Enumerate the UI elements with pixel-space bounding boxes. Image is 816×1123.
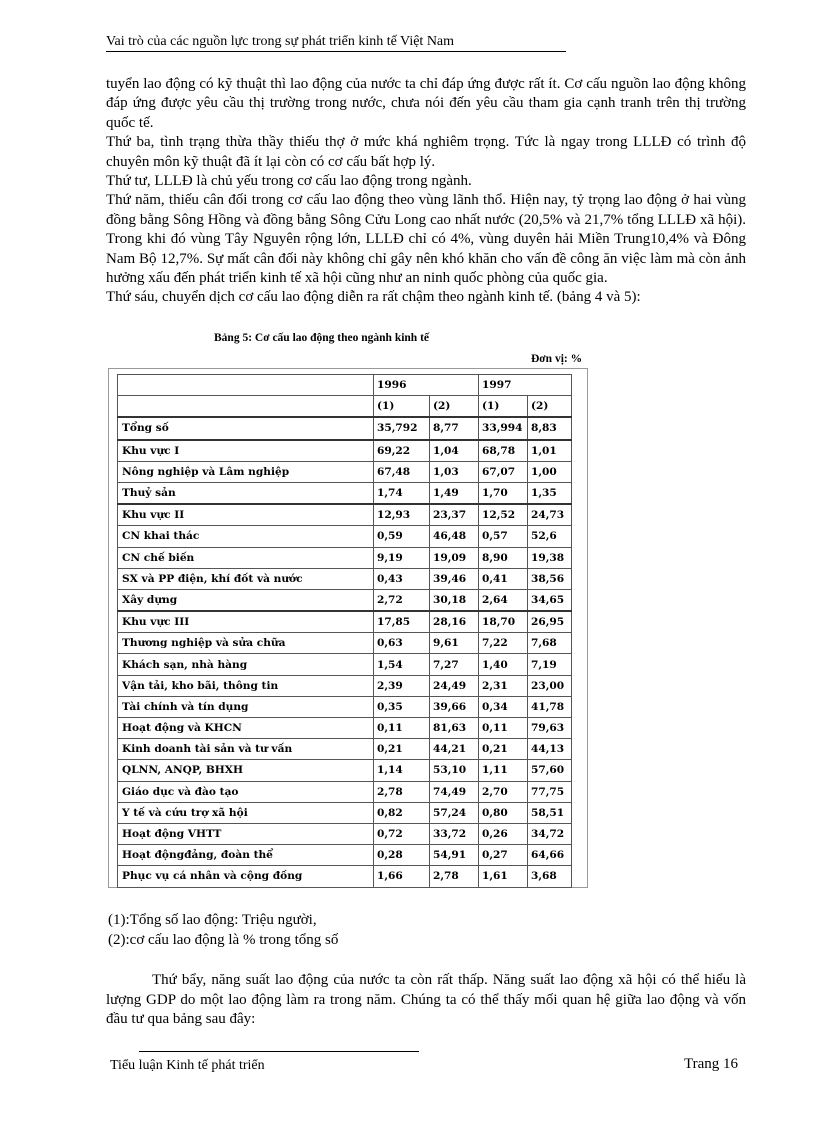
row-label: Hoạt độngđảng, đoàn thể <box>118 845 374 866</box>
value-cell: 2,70 <box>479 781 528 802</box>
row-label: Vận tải, kho bãi, thông tin <box>118 675 374 696</box>
table-row <box>118 696 572 717</box>
table-row <box>118 633 572 654</box>
row-label: Phục vụ cá nhân và cộng đồng <box>118 866 374 887</box>
value-cell: 33,72 <box>430 823 479 844</box>
page-number: Trang 16 <box>684 1056 739 1072</box>
value-cell: 2,72 <box>374 589 430 611</box>
value-cell: 54,91 <box>430 845 479 866</box>
table-row <box>118 866 572 887</box>
value-cell: 1,74 <box>374 482 430 504</box>
footer-divider <box>139 1051 419 1052</box>
value-cell: 0,11 <box>374 718 430 739</box>
value-cell: 0,63 <box>374 633 430 654</box>
value-cell: 3,68 <box>528 866 572 887</box>
row-label: Y tế và cứu trợ xã hội <box>118 802 374 823</box>
value-cell: 1,11 <box>479 760 528 781</box>
table-row <box>118 654 572 675</box>
table-row <box>118 760 572 781</box>
table-corner-cell <box>118 396 374 418</box>
value-cell: 1,40 <box>479 654 528 675</box>
value-cell: 0,82 <box>374 802 430 823</box>
paragraph: Thứ sáu, chuyển dịch cơ cấu lao động diễn ra rất chậm theo ngành kinh tế. (bảng 4 và 5): <box>106 289 641 306</box>
value-cell: 2,31 <box>479 675 528 696</box>
value-cell: 57,60 <box>528 760 572 781</box>
value-cell: 67,48 <box>374 461 430 482</box>
value-cell: 2,64 <box>479 589 528 611</box>
value-cell: 0,57 <box>479 526 528 547</box>
table-row <box>118 461 572 482</box>
table-corner-cell <box>118 375 374 396</box>
value-cell: 1,01 <box>528 440 572 462</box>
value-cell: 52,6 <box>528 526 572 547</box>
row-label: CN chế biến <box>118 547 374 568</box>
page-header: Vai trò của các nguồn lực trong sự phát triển kinh tế Việt Nam <box>106 34 566 52</box>
value-cell: 53,10 <box>430 760 479 781</box>
value-cell: 30,18 <box>430 589 479 611</box>
value-cell: 57,24 <box>430 802 479 823</box>
value-cell: 7,27 <box>430 654 479 675</box>
row-label: Thương nghiệp và sửa chữa <box>118 633 374 654</box>
value-cell: 0,43 <box>374 568 430 589</box>
value-cell: 0,35 <box>374 696 430 717</box>
value-cell: 23,37 <box>430 504 479 526</box>
table-row <box>118 823 572 844</box>
value-cell: 7,68 <box>528 633 572 654</box>
value-cell: 1,35 <box>528 482 572 504</box>
value-cell: 39,46 <box>430 568 479 589</box>
row-label: QLNN, ANQP, BHXH <box>118 760 374 781</box>
value-cell: 19,09 <box>430 547 479 568</box>
value-cell: 0,59 <box>374 526 430 547</box>
value-cell: 24,73 <box>528 504 572 526</box>
paragraph: Thứ tư, LLLĐ là chủ yếu trong cơ cấu lao động trong ngành. <box>106 173 472 190</box>
row-label: Xây dựng <box>118 589 374 611</box>
value-cell: 17,85 <box>374 611 430 633</box>
value-cell: 8,83 <box>528 417 572 439</box>
table-row <box>118 504 572 526</box>
row-label: Hoạt động và KHCN <box>118 718 374 739</box>
value-cell: 34,65 <box>528 589 572 611</box>
value-cell: 1,66 <box>374 866 430 887</box>
table-row <box>118 589 572 611</box>
row-label: Khu vực I <box>118 440 374 462</box>
value-cell: 0,11 <box>479 718 528 739</box>
value-cell: 9,19 <box>374 547 430 568</box>
table-row <box>118 482 572 504</box>
table-row <box>118 526 572 547</box>
value-cell: 46,48 <box>430 526 479 547</box>
value-cell: 9,61 <box>430 633 479 654</box>
value-cell: 81,63 <box>430 718 479 739</box>
value-cell: 0,41 <box>479 568 528 589</box>
value-cell: 58,51 <box>528 802 572 823</box>
value-cell: 26,95 <box>528 611 572 633</box>
paragraph: tuyển lao động có kỹ thuật thì lao động của nước ta chỉ đáp ứng được rất ít. Cơ cấu nguồn lao động không đáp ứng được yêu cầu thị trường trong nước, chưa nói đến yêu cầu tham gia cạnh tranh trên thị trường quốc tế. <box>106 76 746 131</box>
table-row <box>118 440 572 462</box>
row-label: Khu vực III <box>118 611 374 633</box>
value-cell: 23,00 <box>528 675 572 696</box>
paragraph: Thứ ba, tình trạng thừa thầy thiếu thợ ở mức khá nghiêm trọng. Tức là ngay trong LLLĐ có trình độ chuyên môn kỹ thuật đã ít lại còn có cơ cấu bất hợp lý. <box>106 134 746 170</box>
value-cell: 1,49 <box>430 482 479 504</box>
table-row <box>118 611 572 633</box>
value-cell: 1,61 <box>479 866 528 887</box>
paragraph: Thứ bẩy, năng suất lao động của nước ta còn rất thấp. Năng suất lao động xã hội có thể hiểu là lượng GDP do một lao động làm ra trong năm. Chúng ta có thể thấy mối quan hệ giữa lao động và vốn đầu tư qua bảng sau đây: <box>106 972 746 1027</box>
row-label: Khách sạn, nhà hàng <box>118 654 374 675</box>
table-caption: Bảng 5: Cơ cấu lao động theo ngành kinh tế <box>214 332 430 344</box>
value-cell: 8,77 <box>430 417 479 439</box>
year-header: 1997 <box>479 375 572 396</box>
row-label: Khu vực II <box>118 504 374 526</box>
row-label: Giáo dục và đào tạo <box>118 781 374 802</box>
value-cell: 1,04 <box>430 440 479 462</box>
table-unit: Đơn vị: % <box>531 353 583 365</box>
table-row <box>118 417 572 439</box>
value-cell: 1,03 <box>430 461 479 482</box>
value-cell: 7,22 <box>479 633 528 654</box>
subheader-cell: (2) <box>430 396 479 418</box>
value-cell: 0,21 <box>479 739 528 760</box>
value-cell: 38,56 <box>528 568 572 589</box>
table-row <box>118 568 572 589</box>
subheader-cell: (1) <box>479 396 528 418</box>
value-cell: 33,994 <box>479 417 528 439</box>
row-label: Tài chính và tín dụng <box>118 696 374 717</box>
value-cell: 0,80 <box>479 802 528 823</box>
value-cell: 68,78 <box>479 440 528 462</box>
value-cell: 0,27 <box>479 845 528 866</box>
paragraph: Thứ năm, thiếu cân đối trong cơ cấu lao động theo vùng lãnh thổ. Hiện nay, tỷ trọng lao động ở hai vùng đồng bằng Sông Hồng và đồng bằng Sông Cửu Long cao nhất nước (20,5% và 21,7% tổng LLLĐ xã hội). Trong khi đó vùng Tây Nguyên rộng lớn, LLLĐ chỉ có 4%, vùng duyên hải Miền Trung10,4% và Đông Nam Bộ 12,7%. Sự mất cân đối này không chỉ gây nên khó khăn cho vấn đề công ăn việc làm mà còn ảnh hưởng xấu đến phát triển kinh tế xã hội cũng như an ninh quốc phòng của quốc gia. <box>106 192 746 287</box>
value-cell: 1,14 <box>374 760 430 781</box>
value-cell: 44,21 <box>430 739 479 760</box>
value-cell: 44,13 <box>528 739 572 760</box>
value-cell: 64,66 <box>528 845 572 866</box>
row-label: Hoạt động VHTT <box>118 823 374 844</box>
value-cell: 0,34 <box>479 696 528 717</box>
value-cell: 77,75 <box>528 781 572 802</box>
row-label: Tổng số <box>118 417 374 439</box>
footer-title: Tiểu luận Kinh tế phát triển <box>110 1058 265 1073</box>
value-cell: 0,21 <box>374 739 430 760</box>
value-cell: 28,16 <box>430 611 479 633</box>
value-cell: 1,70 <box>479 482 528 504</box>
value-cell: 7,19 <box>528 654 572 675</box>
table-row <box>118 739 572 760</box>
year-header: 1996 <box>374 375 479 396</box>
labor-structure-table <box>117 374 572 888</box>
table-row <box>118 675 572 696</box>
row-label: Thuỷ sản <box>118 482 374 504</box>
row-label: CN khai thác <box>118 526 374 547</box>
value-cell: 2,39 <box>374 675 430 696</box>
value-cell: 0,28 <box>374 845 430 866</box>
value-cell: 1,00 <box>528 461 572 482</box>
value-cell: 34,72 <box>528 823 572 844</box>
subheader-cell: (2) <box>528 396 572 418</box>
value-cell: 67,07 <box>479 461 528 482</box>
value-cell: 39,66 <box>430 696 479 717</box>
table-row <box>118 845 572 866</box>
value-cell: 1,54 <box>374 654 430 675</box>
value-cell: 2,78 <box>430 866 479 887</box>
row-label: Nông nghiệp và Lâm nghiệp <box>118 461 374 482</box>
subheader-cell: (1) <box>374 396 430 418</box>
table-row <box>118 547 572 568</box>
value-cell: 24,49 <box>430 675 479 696</box>
value-cell: 12,93 <box>374 504 430 526</box>
value-cell: 0,72 <box>374 823 430 844</box>
table-row <box>118 718 572 739</box>
value-cell: 2,78 <box>374 781 430 802</box>
table-note: (2):cơ cấu lao động là % trong tổng số <box>108 932 339 948</box>
table-subheader-row <box>118 396 572 418</box>
row-label: Kinh doanh tài sản và tư vấn <box>118 739 374 760</box>
value-cell: 12,52 <box>479 504 528 526</box>
body-text <box>106 75 746 308</box>
table-note: (1):Tổng số lao động: Triệu người, <box>108 912 317 928</box>
value-cell: 79,63 <box>528 718 572 739</box>
table-row <box>118 781 572 802</box>
value-cell: 69,22 <box>374 440 430 462</box>
value-cell: 8,90 <box>479 547 528 568</box>
value-cell: 41,78 <box>528 696 572 717</box>
value-cell: 35,792 <box>374 417 430 439</box>
value-cell: 0,26 <box>479 823 528 844</box>
value-cell: 74,49 <box>430 781 479 802</box>
value-cell: 19,38 <box>528 547 572 568</box>
table-header-row <box>118 375 572 396</box>
value-cell: 18,70 <box>479 611 528 633</box>
table-row <box>118 802 572 823</box>
row-label: SX và PP điện, khí đốt và nước <box>118 568 374 589</box>
